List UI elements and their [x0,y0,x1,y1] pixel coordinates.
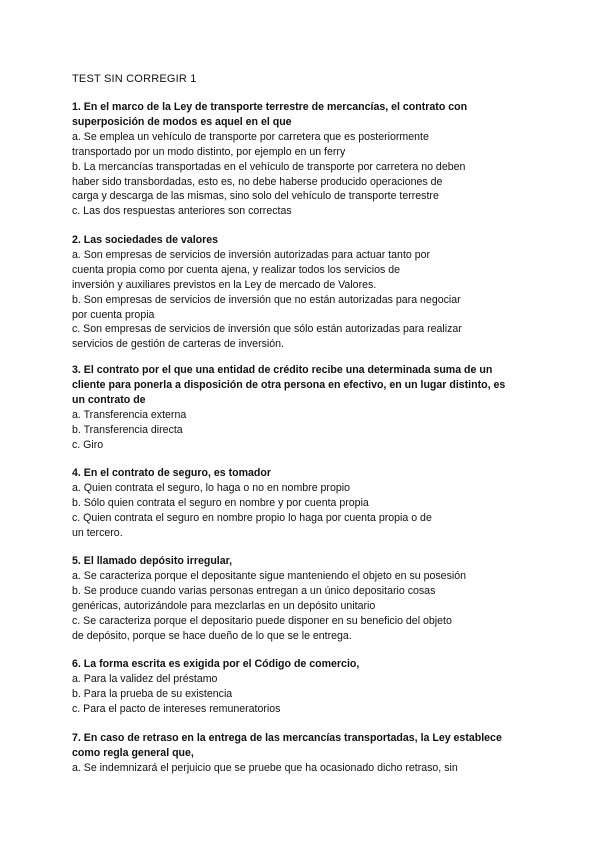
answer-line: a. Se indemnizará el perjuicio que se pruebe que ha ocasionado dicho retraso, sin [72,761,458,774]
answer-line: a. Quien contrata el seguro, lo haga o no en nombre propio [72,481,350,494]
answer-line: un tercero. [72,526,123,539]
answer-line: b. Se produce cuando varias personas entregan a un único depositario cosas [72,584,436,597]
answer-line: b. Para la prueba de su existencia [72,687,233,700]
question-title-line: 1. En el marco de la Ley de transporte terrestre de mercancías, el contrato con [72,101,468,113]
answer-line: b. La mercancías transportadas en el vehículo de transporte por carretera no deben [72,160,466,173]
question-title-line: 4. En el contrato de seguro, es tomador [72,467,271,479]
answer-line: c. Son empresas de servicios de inversión que sólo están autorizadas para realizar [72,323,462,336]
question-title-line: 3. El contrato por el que una entidad de crédito recibe una determinada suma de un [72,364,493,376]
question-5 [72,554,542,643]
question-title-line: cliente para ponerla a disposición de otra persona en efectivo, en un lugar distinto, es [72,378,506,391]
answer-line: a. Para la validez del préstamo [72,672,218,685]
answer-line: c. Giro [72,438,104,451]
question-4 [72,466,542,541]
question-title-line: un contrato de [72,393,146,406]
question-3 [72,363,542,452]
question-title-line: 7. En caso de retraso en la entrega de las mercancías transportadas, la Ley establece [72,732,502,744]
question-2 [72,233,542,352]
answer-line: a. Transferencia externa [72,408,187,421]
answer-line: inversión y auxiliares previstos en la Ley de mercado de Valores. [72,278,377,291]
answer-line: b. Transferencia directa [72,423,183,436]
question-6 [72,657,542,717]
answer-line: c. Las dos respuestas anteriores son correctas [72,205,292,218]
question-1 [72,100,542,219]
answer-line: genéricas, autorizándole para mezclarlas en un depósito unitario [72,599,376,612]
answer-line: de depósito, porque se hace dueño de lo que se le entrega. [72,629,352,642]
question-title-line: superposición de modos es aquel en el que [72,115,292,128]
question-title-line: 2. Las sociedades de valores [72,234,219,246]
answer-line: carga y descarga de las mismas, sino solo del vehículo de transporte terrestre [72,190,439,203]
answer-line: b. Son empresas de servicios de inversión que no están autorizadas para negociar [72,293,461,306]
answer-line: a. Se emplea un vehículo de transporte por carretera que es posteriormente [72,130,429,143]
answer-line: a. Son empresas de servicios de inversión autorizadas para actuar tanto por [72,248,431,261]
answer-line: b. Sólo quien contrata el seguro en nombre y por cuenta propia [72,496,369,509]
answer-line: haber sido transbordadas, esto es, no debe haberse producido operaciones de [72,175,443,188]
answer-line: cuenta propia como por cuenta ajena, y realizar todos los servicios de [72,263,400,276]
answer-line: a. Se caracteriza porque el depositante sigue manteniendo el objeto en su posesión [72,569,467,582]
answer-line: servicios de gestión de carteras de inversión. [72,338,284,351]
answer-line: c. Para el pacto de intereses remuneratorios [72,702,281,715]
question-title-line: 5. El llamado depósito irregular, [72,555,233,567]
question-title-line: 6. La forma escrita es exigida por el Código de comercio, [72,658,360,670]
answer-line: transportado por un modo distinto, por ejemplo en un ferry [72,145,346,158]
answer-line: por cuenta propia [72,308,155,321]
answer-line: c. Se caracteriza porque el depositario puede disponer en su beneficio del objeto [72,614,452,627]
document-title: TEST SIN CORREGIR 1 [72,73,197,85]
answer-line: c. Quien contrata el seguro en nombre propio lo haga por cuenta propia o de [72,511,432,524]
question-7 [72,731,542,776]
question-title-line: como regla general que, [72,746,194,759]
